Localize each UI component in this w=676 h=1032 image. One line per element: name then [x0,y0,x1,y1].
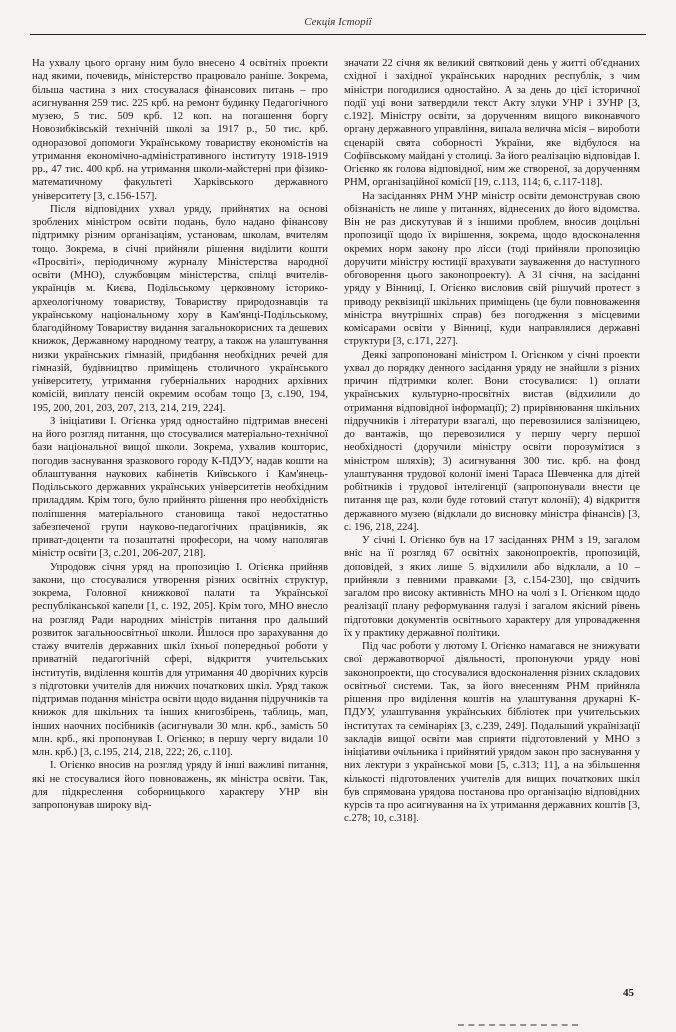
paragraph: На засіданнях РНМ УНР міністр освіти демонстрував свою обізнаність не лише у питаннях, віднесених до його відомства. Він не раз дискутував й з іншими проблем, вносив доцільні пропозиції щодо їх вирішення, зокрема, щодо вдосконалення окремих норм закону про лісси (тоді прийняли пропозицію доручити міністру юстиції врахувати зауваження до наступного обговорення цього законопроекту). А 31 січня, на засіданні уряду у Вінниці, І. Огієнко висловив свій рішучий протест з приводу реквізиції шкільних приміщень (це були повноваження міністра внутрішніх справ) без погодження з місцевими комісарами освіти у Вінниці, куди направлялися державні структури [3, с.171, 227]. [344,189,640,348]
left-column [32,57,328,812]
right-column [344,57,640,826]
paragraph: І. Огієнко вносив на розгляд уряду й інші важливі питання, які не стосувалися його повноважень, як міністра освіти. Так, для підкреслення соборницького характеру УНР він запропонував широку від- [32,759,328,811]
paragraph: На ухвалу цього органу ним було внесено 4 освітніх проекти над якими, почевидь, міністерство працювало раніше. Зокрема, більша частина з них стосувалася фінансових питань – про асигнування 259 тис. 225 крб. на ремонт будинку Педагогічного музею, 5 тис. 509 крб. 12 коп. на погашення боргу Новозибківській технічній школі за 1917 р., 50 тис. крб. одноразової допомоги Українському товариству економістів на утримання економічно-адміністративного інституту 1918-1919 рр., 47 тис. 400 крб. на утримання школи-майстерні при фізико-математичному факультеті Харківського державного університету [3, с.156-157]. [32,57,328,202]
paragraph: Під час роботи у лютому І. Огієнко намагався не знижувати свої державотворчої діяльності, пропонуючи уряду нові законопроекти, що стосувалися вдосконалення різних складових освітньої системи. Так, за його внесенням РНМ прийняла рішення про виділення коштів на улаштування друкарні К-ПДУУ, улаштування українських бібліотек при учительських інститутах та семінаріях [3, с.239, 249]. Подальший українізації закладів вищої освіти мав сприяти підготовлений у МНО з ініціативи очільника і прийнятий урядом закон про заснування у них лектури з української мови [5, с.313; 11], а на збільшення кількості підготовлених учителів для вищих початкових шкіл був спрямована урядова постанова про організацію відповідних курсів та про асигнування на їх утримання державних коштів [3, с.278; 10, с.318]. [344,640,640,825]
paragraph: З ініціативи І. Огієнка уряд одностайно підтримав внесені на його розгляд питання, що стосувалися матеріально-технічної бази національної вищої школи. Зокрема, ухвалив кошторис, погодив заснування зразкового городу К-ПДУУ, надав кошти на облаштування наукових кабінетів Київського і Кам'янець-Подільського державних українських університетів необхідним приладдям. Крім того, було прийнято рішення про необхідність поліпшення матеріального становища такої недостатньо забезпеченої групи науково-педагогічних працівників, як приват-доценти та позаштатні професори, на чому наполягав міністр освіти [3, с.201, 206-207, 218]. [32,414,328,560]
running-header [30,2,646,38]
paragraph: Деякі запропоновані міністром І. Огієнком у січні проекти ухвал до порядку денного засідання уряду не знайшли з різних причин підтримки колег. Вони стосувалися: 1) оплати українських культурно-просвітніх вистав (відхилили до отримання відповідної інформації); 2) прирівнювання шкільних підручників і літератури взагалі, що перевозилися залізницею, до вантажів, що перевозилися у першу чергу першої необхідності (доручили міністру освіти порозумітися з міністром шляхів); 3) асигнування 300 тис. крб. на фонд улаштування трудової колонії імені Тараса Шевченка для дітей робітників і трудової інтелігенції (запропонували внести це питання ще раз, коли буде готовий статут колонії); 4) відкриття державного музею (відклали до висновку міністра фінансів) [3, с. 196, 218, 224]. [344,348,640,533]
paragraph: У січні І. Огієнко був на 17 засіданнях РНМ з 19, загалом вніс на її розгляд 67 освітніх законопроектів, пропозицій, доповідей, з яких лише 5 відхилили або відклали, а 10 – прийняли з певними правками [3, с.154-230], що свідчить загалом про високу активність МНО на чолі з І. Огієнком щодо реалізації плану реформування галузі і загалом якісний рівень підготовки документів освітнього характеру для упровадження їх у практику державної політики. [344,534,640,639]
paragraph: Після відповідних ухвал уряду, прийнятих на основі зроблених міністром освіти подань, було надано фінансову підтримку різним організаціям, установам, школам, вчителям тощо. Зокрема, в січні прийняли рішення виділити кошти «Просвіті», періодичному журналу Міністерства народної освіти (МНО), службовцям міністерства, спілці вчителів-українців м. Києва, Подільському церковному історико-археологічному товариству, Товариству природознавців та українському національному хору в Кам'янці-Подільському, благодійному Товариству видання загальнокорисних та дешевих книжок, Державному народному театру, а також на улаштування низки українських гімназій, придбання необхідних речей для гімназій, будівництво приміщень столичного українського університету, утримання губерніальних народних архівних комісій, виплату пенсій окремим особам тощо [3, с.190, 194, 195, 200, 201, 203, 207, 213, 214, 219, 224]. [32,202,328,414]
section-title: Секція Історії [304,16,372,28]
header-rule [30,34,646,35]
scan-artifact [458,1024,578,1032]
page-number: 45 [623,987,634,999]
paragraph: значати 22 січня як великий святковий день у житті об'єднаних східної і західної українських народних республік, з чим міністри погодилися одностайно. А за день до цієї історичної події уці вони затвердили текст Акту злуки УНР і ЗУНР [3, с.192]. Міністру освіти, за дорученням вищого виконавчого органу державного управління, випала велична місія – вироботи сценарій свята соборності України, яке відбулося на Софіївському майдані у столиці. За його реалізацію відповідав І. Огієнко як голова відповідної, ним же створеної, за дорученням РНМ, організаційної комісії [19, с.113, 114; 6, с.117-118]. [344,57,640,189]
paragraph: Упродовж січня уряд на пропозицію І. Огієнка прийняв закони, що стосувалися утворення різних освітніх структур, зокрема, Головної книжкової палати та Української республіканської капели [1, с. 192, 205]. Крім того, МНО внесло на розгляд Ради народних міністрів питання про дальший розвиток загальноосвітньої школи. Йшлося про зарахування до стажу вчителів державних шкіл їхньої попередньої роботи у приватній педагогічній сфері, відкриття учительських інститутів, виділення коштів для утримання 40 дворічних курсів з підготовки учителів для нижчих початкових шкіл. Уряд також підтримав подання міністра освіти щодо видання підручників та книжок для шкільних та інших книгозбірень, таблиць, мап, інших наочних посібників (асигнували 30 млн. крб., замість 50 млн. крб., які пропонував І. Огієнко; в першу чергу видали 10 млн. крб.) [3, с.195, 214, 218, 222; 26, с.110]. [32,560,328,758]
